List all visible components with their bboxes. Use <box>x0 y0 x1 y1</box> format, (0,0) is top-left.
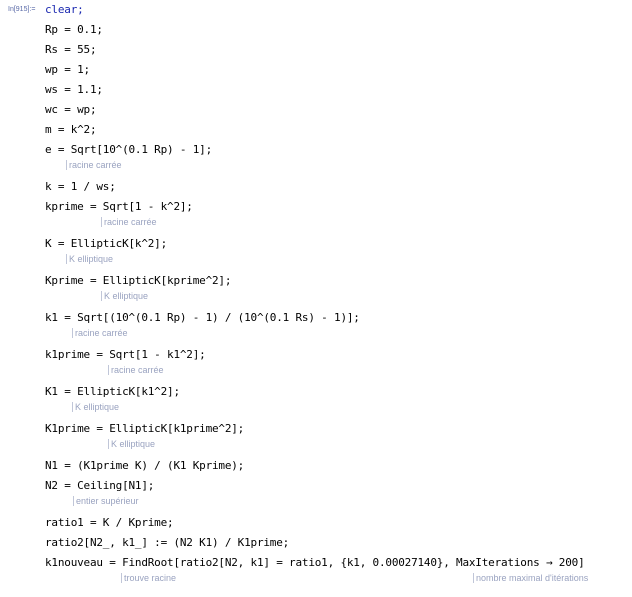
code-line-k1[interactable]: k1 = Sqrt[(10^(0.1 Rp) - 1) / (10^(0.1 Rs) - 1)]; <box>45 311 360 324</box>
hint-nombre-maximal-iterations: nombre maximal d'itérations <box>473 573 588 583</box>
code-line-K1[interactable]: K1 = EllipticK[k1^2]; <box>45 385 180 398</box>
code-line-ratio1[interactable]: ratio1 = K / Kprime; <box>45 516 174 529</box>
code-line-wc[interactable]: wc = wp; <box>45 103 97 116</box>
code-line-K1prime[interactable]: K1prime = EllipticK[k1prime^2]; <box>45 422 245 435</box>
code-line-rp[interactable]: Rp = 0.1; <box>45 23 103 36</box>
hint-k-elliptique: K elliptique <box>108 439 155 449</box>
hint-racine-carree: racine carrée <box>72 328 128 338</box>
code-line-e[interactable]: e = Sqrt[10^(0.1 Rp) - 1]; <box>45 143 212 156</box>
input-cell-label: In[915]:= <box>8 6 36 13</box>
hint-trouve-racine: trouve racine <box>121 573 176 583</box>
code-line-Kprime[interactable]: Kprime = EllipticK[kprime^2]; <box>45 274 232 287</box>
code-line-ws[interactable]: ws = 1.1; <box>45 83 103 96</box>
code-line-N1[interactable]: N1 = (K1prime K) / (K1 Kprime); <box>45 459 245 472</box>
code-line-k1prime[interactable]: k1prime = Sqrt[1 - k1^2]; <box>45 348 206 361</box>
code-line-K[interactable]: K = EllipticK[k^2]; <box>45 237 168 250</box>
code-line-N2[interactable]: N2 = Ceiling[N1]; <box>45 479 155 492</box>
hint-racine-carree: racine carrée <box>108 365 164 375</box>
code-line-k1nouveau[interactable]: k1nouveau = FindRoot[ratio2[N2, k1] = ratio1, {k1, 0.00027140}, MaxIterations → 200] <box>45 556 585 569</box>
code-line-clear[interactable]: clear; <box>45 3 84 16</box>
hint-k-elliptique: K elliptique <box>72 402 119 412</box>
code-line-m[interactable]: m = k^2; <box>45 123 97 136</box>
hint-racine-carree: racine carrée <box>66 160 122 170</box>
hint-entier-superieur: entier supérieur <box>73 496 139 506</box>
code-line-ratio2[interactable]: ratio2[N2_, k1_] := (N2 K1) / K1prime; <box>45 536 290 549</box>
hint-racine-carree: racine carrée <box>101 217 157 227</box>
code-line-rs[interactable]: Rs = 55; <box>45 43 97 56</box>
hint-k-elliptique: K elliptique <box>66 254 113 264</box>
code-line-kprime[interactable]: kprime = Sqrt[1 - k^2]; <box>45 200 193 213</box>
code-line-k[interactable]: k = 1 / ws; <box>45 180 116 193</box>
hint-k-elliptique: K elliptique <box>101 291 148 301</box>
code-line-wp[interactable]: wp = 1; <box>45 63 90 76</box>
